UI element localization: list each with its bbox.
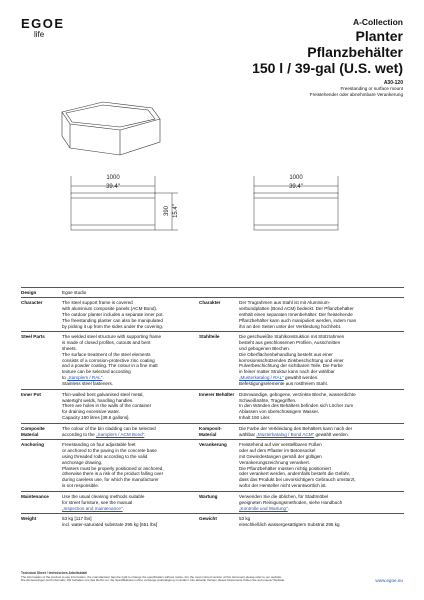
- spec-row: [21, 332, 404, 390]
- spec-text-en-line: The colour of the bin cladding can be selected: [62, 425, 156, 431]
- spec-text-de-line: Verwenden Sie die üblichen, für Stadtmöbel: [239, 493, 329, 499]
- spec-text-en-line: There are holes in the walls of the container: [62, 403, 152, 409]
- spec-row: [21, 424, 404, 440]
- spec-text-de: [239, 514, 404, 530]
- spec-text-de-line: enthält einen separaten Innenbehälter. Der freistehende: [239, 311, 353, 317]
- spec-label: Composite Material: [21, 424, 62, 440]
- spec-text-en-line: according to the „Samplers / ACM Bond".: [62, 431, 146, 437]
- spec-text-en-line: The freestanding planter can also be manipulated: [62, 317, 163, 323]
- manual-link[interactable]: „Inspection and maintenance": [62, 505, 123, 511]
- spec-text-de-line: Pflanzbehälter kann auch manipuliert werden, indem man: [239, 317, 357, 323]
- document-header: [252, 17, 403, 98]
- spec-text-en-line: or anchored to the paving in the concrete base: [62, 447, 157, 453]
- spec-row: [21, 492, 404, 514]
- spec-label: Design: [21, 288, 62, 298]
- spec-text-en-line: Use the usual cleaning methods suitable: [62, 493, 145, 499]
- spec-text-de-line: Befestigungselemente aus rostfreiem Stahl.: [239, 381, 328, 387]
- front-elevation-drawing: [71, 176, 178, 230]
- spec-text-de-line: „Kontrolle und Wartung".: [239, 505, 289, 511]
- mount-de: Freistehender oder abnehmbare Verankerung: [309, 92, 403, 97]
- spec-text-de-line: besteht aus geschlossenen Profilen, Ausschnitten: [239, 339, 341, 345]
- footer-line-en: The information of the product to use information, the manufacturer has the right to change the specification without notice. For the most current version of this document please refer to our website.: [21, 574, 282, 579]
- spec-text-en-line: 63 kg [117 lbs]: [62, 515, 92, 521]
- collection-name: A-Collection: [352, 17, 403, 27]
- spec-text-de-line: „Musterkatalog / RAL" gewählt werden.: [239, 375, 319, 381]
- height-mm-label: 390: [164, 205, 170, 217]
- spec-text-en-line: during careless use, for which the manufacturer: [62, 477, 159, 483]
- spec-text-de-line: mit Gewindestangen gemäß der gültigen: [239, 453, 322, 459]
- specification-table: [21, 287, 404, 530]
- capacity-title: 150 l / 39-gal (U.S. wet): [252, 60, 403, 76]
- spec-text-de-line: wofür der Hersteller nicht verantwortlich ist.: [239, 483, 327, 489]
- spec-text-en-line: anchorage drawing.: [62, 459, 103, 465]
- technical-drawings: [0, 98, 424, 288]
- spec-text-de-line: einschließlich wassergesättigtem Substrat 295 kg: [239, 521, 340, 527]
- spec-row: [21, 440, 404, 492]
- title-en: Planter: [355, 28, 403, 44]
- product-code: A30-120: [383, 80, 403, 86]
- spec-text-de: [239, 332, 404, 390]
- spec-text-en: [62, 492, 199, 514]
- spec-text-de: [239, 424, 404, 440]
- manual-link[interactable]: „Samplers / RAL": [67, 375, 103, 381]
- spec-text-de-line: Der Tragrahmen aus Stahl ist mit Aluminium-: [239, 299, 331, 305]
- spec-text-en-line: incl. water-saturated substrate 295 kg [651 lbs]: [62, 521, 158, 527]
- spec-text-en: [62, 424, 199, 440]
- spec-label-de: Charakter: [199, 298, 239, 332]
- spec-text-en: [62, 390, 199, 424]
- spec-text-de-line: oder verankert werden, andernfalls besteht die Gefahr,: [239, 471, 351, 477]
- spec-label-de: Gewicht: [199, 514, 239, 530]
- spec-text-de-line: Dünnwandige, gebogene, verzinkte Bleche, wasserdichte: [239, 391, 356, 397]
- mount-en: Freestanding or surface mount: [340, 86, 403, 91]
- spec-text-de-line: Die Oberflächenbehandlung besteht aus einer: [239, 351, 333, 357]
- width-mm-label: 1000: [106, 175, 120, 181]
- spec-text-en-line: watertight welds, handling handles.: [62, 397, 134, 403]
- spec-text-en-line: The surface treatment of the steel elements: [62, 351, 151, 357]
- spec-text-en-line: by picking it up from the sides under the covering.: [62, 323, 164, 329]
- spec-label-de: Wartung: [199, 492, 239, 514]
- spec-label: Weight: [21, 514, 62, 530]
- spec-text-de-line: Verankerungszeichnung verankert.: [239, 459, 310, 465]
- spec-row: [21, 514, 404, 530]
- website-link[interactable]: www.egoe.eu: [375, 578, 403, 583]
- side-width-mm-label: 1000: [289, 175, 303, 181]
- spec-text-en-line: otherwise there is a risk of the product falling over: [62, 471, 164, 477]
- spec-label-de: Komposit-Material: [199, 424, 239, 440]
- spec-text-de-line: Die Pflanzbehälter müssen richtig positioniert: [239, 465, 331, 471]
- spec-text-de-line: Freistehend auf vier verstellbaren Füßen: [239, 441, 322, 447]
- spec-text-de: [239, 440, 404, 492]
- spec-text-de-line: geeigneten Reinigungsmethoden, siehe Handbuch: [239, 499, 343, 505]
- spec-text-en: [62, 332, 199, 390]
- spec-text-en-line: sheets.: [62, 345, 77, 351]
- logo-brand: EGOE: [21, 16, 65, 31]
- spec-row: [21, 390, 404, 424]
- spec-text-en-line: The welded steel structure with supporting frame: [62, 333, 162, 339]
- spec-label-de: [199, 288, 239, 298]
- spec-text-de-line: Die Farbe der Verkleidung des Behälters kann nach der: [239, 425, 353, 431]
- spec-row: [21, 288, 404, 298]
- footer-line-de: Die Abmessungen sind informativ. Wir behalten uns das Recht vor, die Spezifikationen ohne vorherige Ankündigung zu ändern. Die aktuelle Version dieses Dokuments finden Sie auf unserer Website.: [21, 578, 286, 583]
- spec-label: Steel Parts: [21, 332, 62, 390]
- manual-link[interactable]: „Samplers / ACM Bond": [95, 431, 145, 437]
- side-width-in-label: 39.4": [289, 184, 303, 190]
- title-de: Pflanzbehälter: [307, 44, 403, 60]
- spec-label: Inner Pot: [21, 390, 62, 424]
- spec-text-de: [239, 288, 404, 298]
- logo-sub: life: [34, 30, 45, 39]
- spec-text-en: [62, 288, 199, 298]
- spec-text-en-line: Stainless steel fasteners.: [62, 381, 114, 387]
- footer-note: [21, 572, 404, 583]
- spec-text-de-line: Ablassen von überschüssigem Wasser.: [239, 409, 320, 415]
- spec-text-de-line: Inhalt 150 Liter.: [239, 415, 271, 421]
- spec-text-en: [62, 298, 199, 332]
- spec-text-en-line: The steel support frame is covered: [62, 299, 133, 305]
- spec-text-de-line: und gebogenen Blechen.: [239, 345, 291, 351]
- spec-text-en: [62, 440, 199, 492]
- manual-link[interactable]: „Kontrolle und Wartung": [239, 505, 288, 511]
- spec-text-en-line: to „Samplers / RAL".: [62, 375, 104, 381]
- spec-text-en-line: with aluminium composite panels (ACM Bond).: [62, 305, 158, 311]
- spec-text-en-line: Planters must be properly positioned or anchored,: [62, 465, 164, 471]
- spec-text-en-line: The outdoor planter includes a separate inner pot.: [62, 311, 164, 317]
- spec-label-de: Innerer Behälter: [199, 390, 239, 424]
- footer-title: Technical Sheet / technisches Arbeitsblatt: [21, 571, 87, 575]
- spec-text-de: [239, 492, 404, 514]
- spec-text-de-line: dass das Produkt bei unvorsichtigem Gebrauch umstürzt,: [239, 477, 356, 483]
- spec-text-de-line: Die geschweißte Stahlkonstruktion mit Stützrahmen: [239, 333, 345, 339]
- width-in-label: 39.4": [106, 184, 120, 190]
- egoe-logo: [21, 17, 65, 39]
- spec-text-en-line: is made of closed profiles, cutouts and bent: [62, 339, 151, 345]
- spec-text-en-line: Egoe studio: [62, 289, 87, 295]
- spec-label-de: Stahlteile: [199, 332, 239, 390]
- spec-text-de-line: ihn an den Seiten unter der Verkleidung hochhebt.: [239, 323, 342, 329]
- spec-text-de-line: oder auf dem Pflaster im Betonsockel: [239, 447, 316, 453]
- spec-text-en-line: for street furniture, see the manual: [62, 499, 133, 505]
- spec-text-de: [239, 298, 404, 332]
- spec-label-de: Verankerung: [199, 440, 239, 492]
- spec-text-de-line: 53 kg: [239, 515, 251, 521]
- spec-text-de-line: Pulverbeschichtung der sichtbaren Teile. Die Farbe: [239, 363, 343, 369]
- spec-label: Character: [21, 298, 62, 332]
- spec-row: [21, 298, 404, 332]
- spec-text-de-line: korrosionsschützenden Zinkbeschichtung und einer: [239, 357, 344, 363]
- spec-text-en-line: using threaded rods according to the valid: [62, 453, 148, 459]
- spec-text-en: [62, 514, 199, 530]
- height-in-label: 15.4": [173, 204, 179, 218]
- spec-text-en-line: Thin-walled bent galvanised steel metal,: [62, 391, 144, 397]
- spec-text-de-line: in feiner matter Struktur kann nach der wählbar: [239, 369, 335, 375]
- spec-text-en-line: consists of a corrosion-protective zinc coating: [62, 357, 155, 363]
- spec-text-en-line: for draining excessive water.: [62, 409, 120, 415]
- spec-label: Anchoring: [21, 440, 62, 492]
- spec-text-en-line: and a powder coating. The colour in a fine matt: [62, 363, 158, 369]
- spec-text-en-line: „Inspection and maintenance".: [62, 505, 124, 511]
- spec-text-de-line: Schweißnähte, Tragegriffen.: [239, 397, 297, 403]
- spec-label: Maintenance: [21, 492, 62, 514]
- manual-link[interactable]: „Musterkatalog / Bond ACM": [256, 431, 315, 437]
- spec-text-de: [239, 390, 404, 424]
- spec-text-de-line: verbundplatten (Bond ACM) bedeckt. Der Pflanzbehälter: [239, 305, 354, 311]
- spec-text-de-line: wählbar „Musterkatalog / Bond ACM" gewählt werden.: [239, 431, 349, 437]
- spec-text-en-line: texture can be selected according: [62, 369, 131, 375]
- spec-text-de-line: In den Wänden des Behälters befinden sich Löcher zum: [239, 403, 354, 409]
- manual-link[interactable]: „Musterkatalog / RAL": [239, 375, 284, 381]
- spec-text-en-line: Capacity 150 litres [39.6 gallons].: [62, 415, 130, 421]
- spec-text-en-line: is not responsible.: [62, 483, 100, 489]
- spec-text-en-line: Freestanding on four adjustable feet: [62, 441, 136, 447]
- planter-isometric-drawing: [62, 102, 160, 155]
